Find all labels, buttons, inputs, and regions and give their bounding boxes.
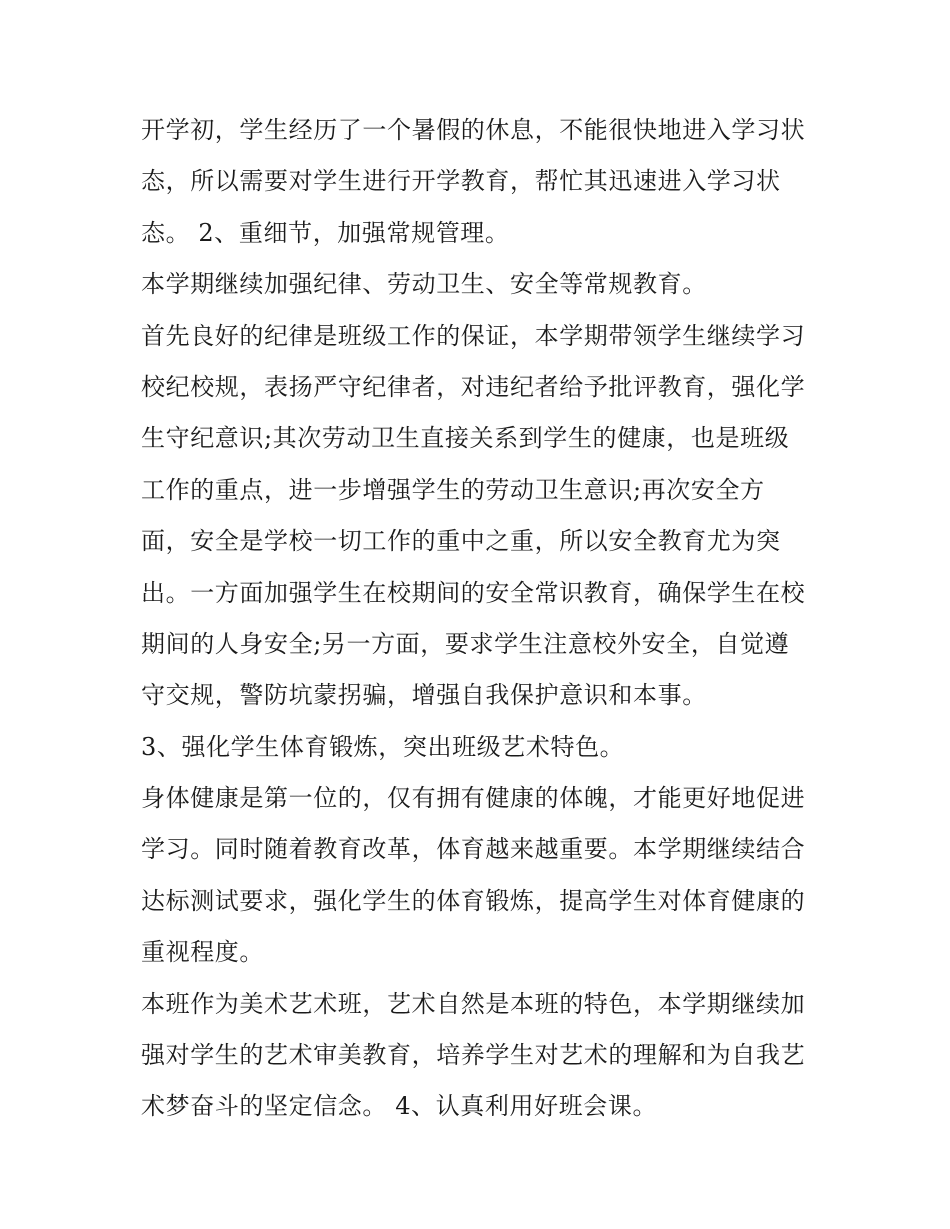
text-line: 开学初，学生经历了一个暑假的休息，不能很快地进入学习状 [141, 116, 806, 144]
text-line: 首先良好的纪律是班级工作的保证，本学期带领学生继续学习 [141, 321, 806, 350]
text-line: 本学期继续加强纪律、劳动卫生、安全等常规教育。 [141, 270, 707, 299]
text-line: 3、强化学生体育锻炼，突出班级艺术特色。 [141, 732, 625, 761]
text-line: 身体健康是第一位的，仅有拥有健康的体魄，才能更好地促进 [141, 784, 806, 813]
text-line: 态，所以需要对学生进行开学教育，帮忙其迅速进入学习状 [141, 167, 781, 196]
text-line: 守交规，警防坑蒙拐骗，增强自我保护意识和本事。 [141, 681, 707, 710]
text-line: 学习。同时随着教育改革，体育越来越重要。本学期继续结合 [141, 835, 806, 864]
text-line: 术梦奋斗的坚定信念。 4、认真利用好班会课。 [141, 1092, 658, 1121]
text-line: 工作的重点，进一步增强学生的劳动卫生意识;再次安全方 [141, 475, 765, 504]
text-line: 强对学生的艺术审美教育，培养学生对艺术的理解和为自我艺 [141, 1041, 806, 1070]
body-text [141, 105, 821, 1133]
text-line: 态。 2、重细节，加强常规管理。 [141, 218, 510, 247]
text-line: 重视程度。 [141, 938, 264, 967]
text-line: 生守纪意识;其次劳动卫生直接关系到学生的健康，也是班级 [141, 424, 790, 453]
text-line: 校纪校规，表扬严守纪律者，对违纪者给予批评教育，强化学 [141, 372, 806, 401]
text-line: 期间的人身安全;另一方面，要求学生注意校外安全，自觉遵 [141, 629, 790, 658]
text-line: 面，安全是学校一切工作的重中之重，所以安全教育尤为突 [141, 527, 781, 556]
text-line: 达标测试要求，强化学生的体育锻炼，提高学生对体育健康的 [141, 886, 806, 915]
text-line: 本班作为美术艺术班，艺术自然是本班的特色，本学期继续加 [141, 989, 806, 1018]
text-line: 出。一方面加强学生在校期间的安全常识教育，确保学生在校 [141, 578, 806, 607]
